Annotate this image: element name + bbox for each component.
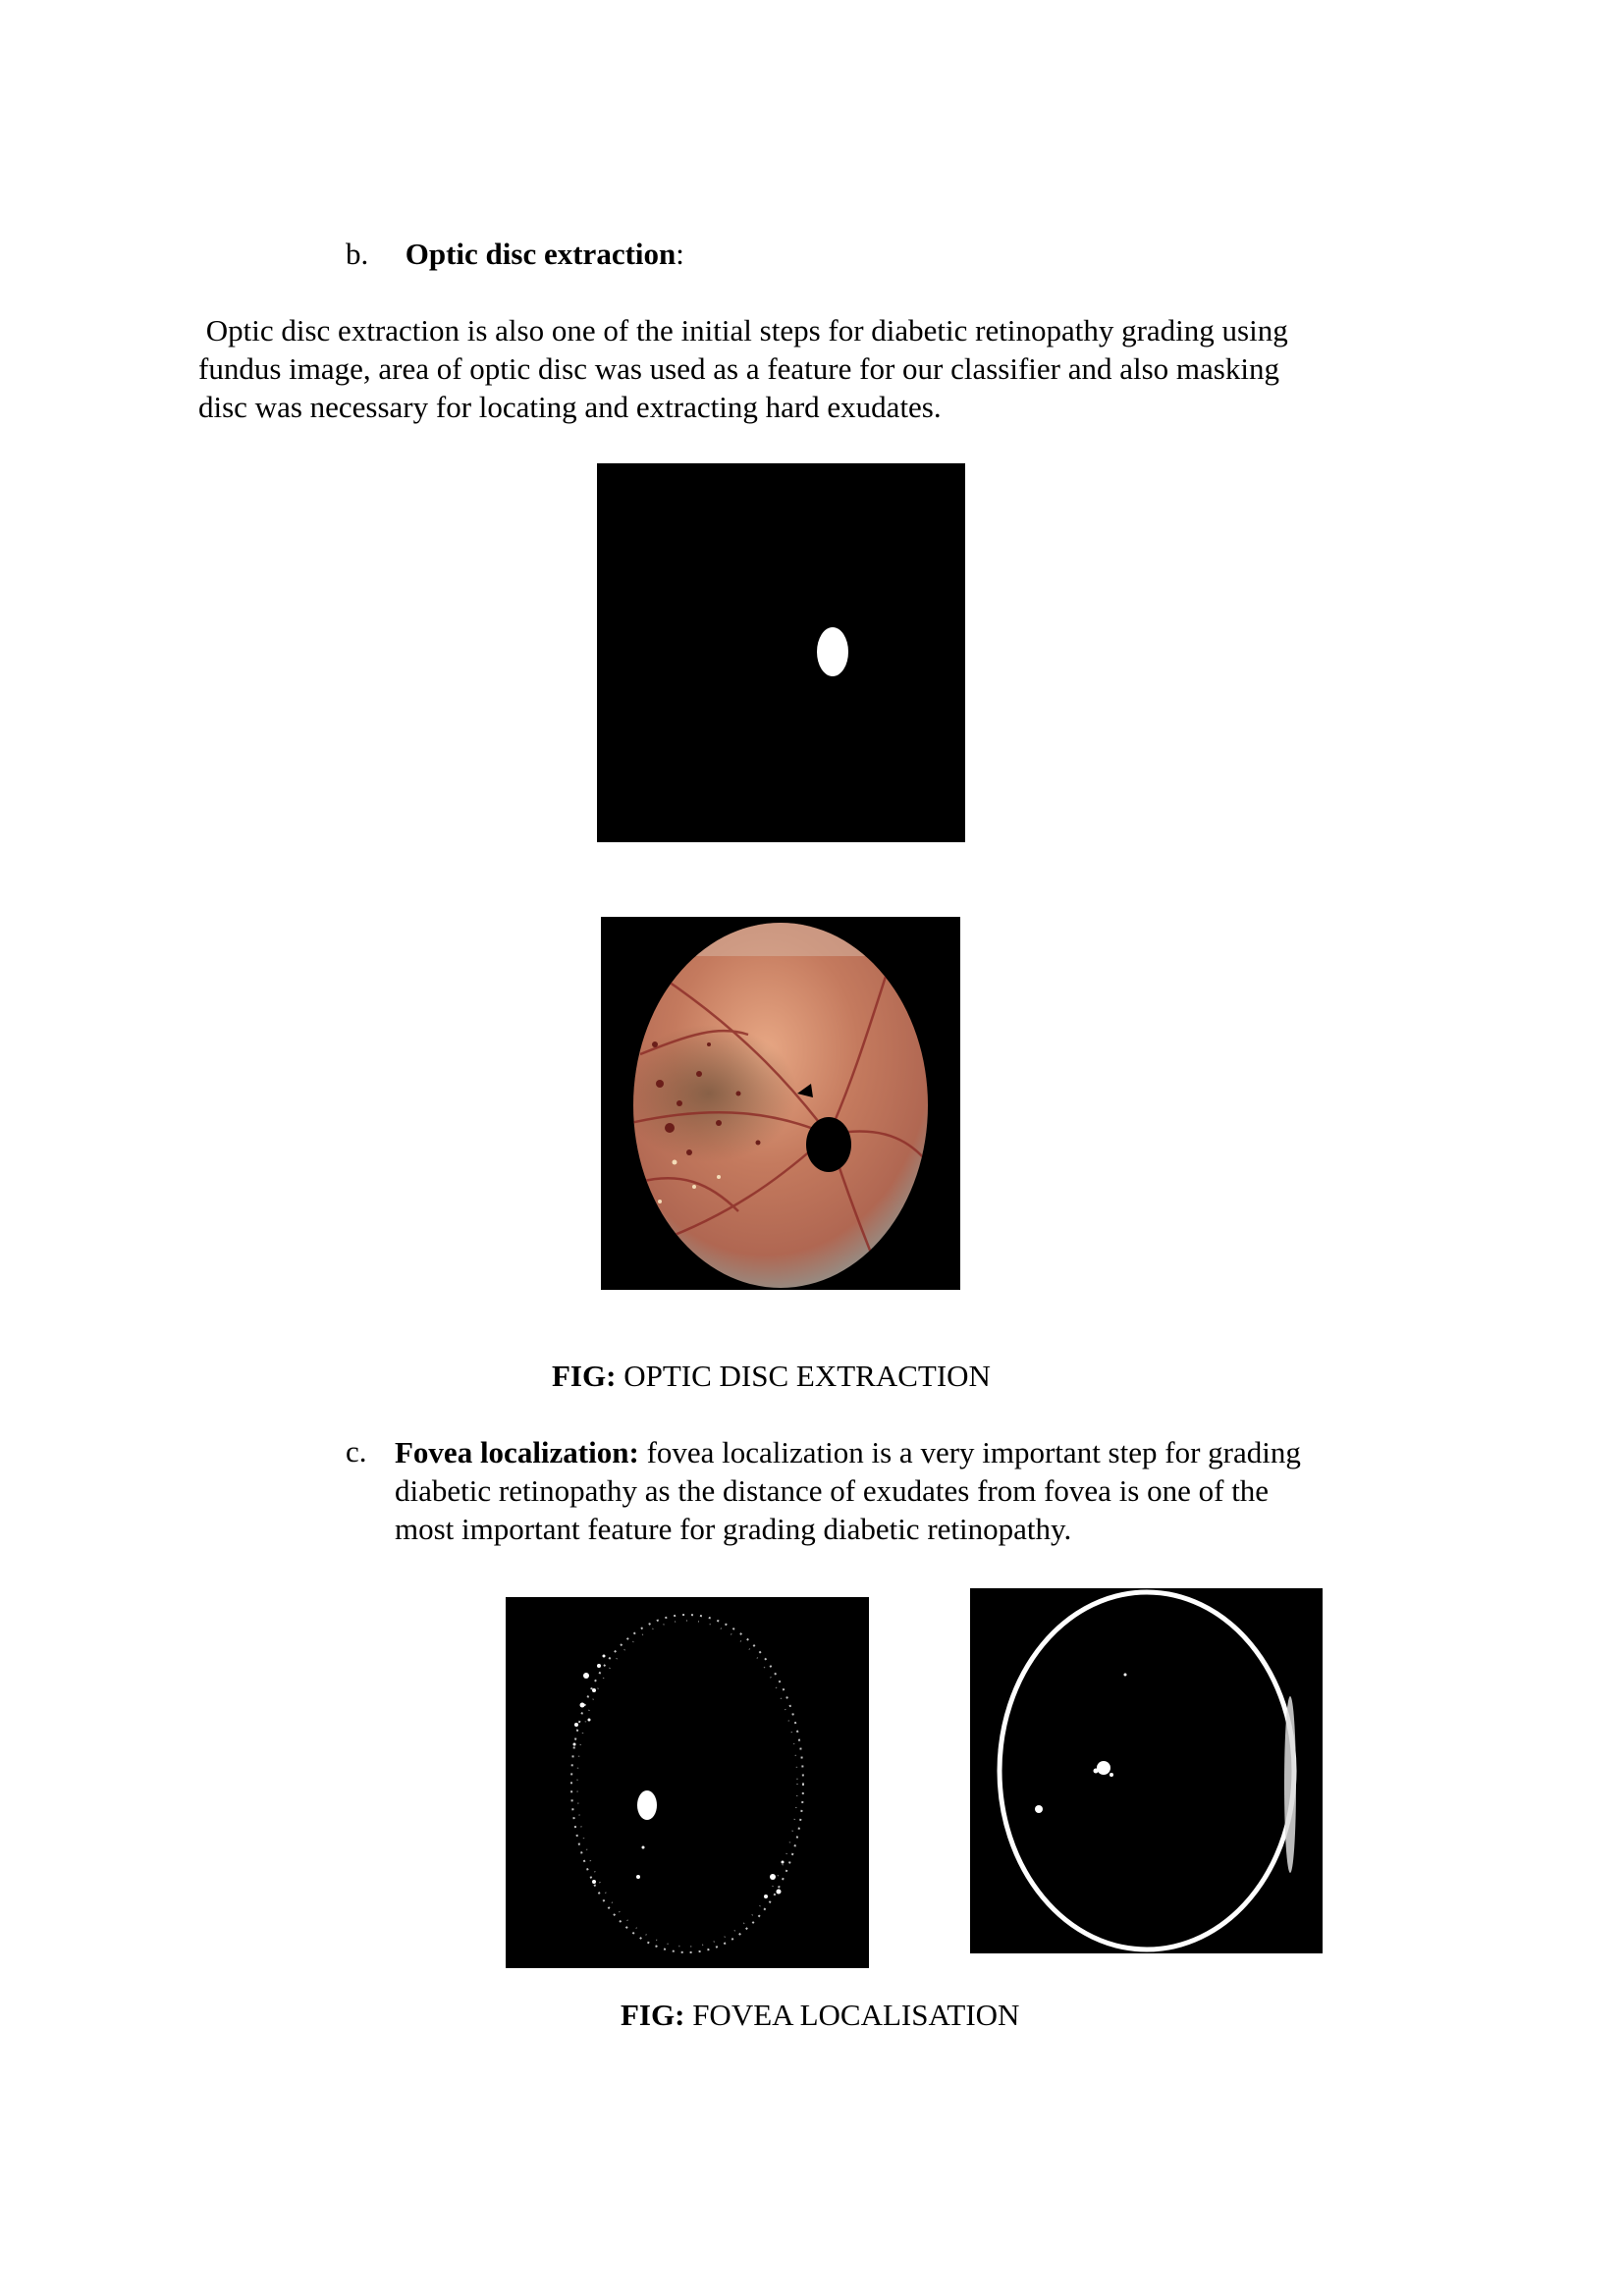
section-b-marker: b.	[346, 237, 369, 271]
section-c-paragraph	[395, 1433, 1435, 1548]
section-b-title: Optic disc extraction	[405, 237, 677, 271]
fundus-masked-image	[601, 917, 960, 1290]
section-c-title: Fovea localization:	[395, 1435, 639, 1469]
paragraph-line: Optic disc extraction is also one of the initial steps for diabetic retinopathy grading using	[198, 313, 1288, 347]
figure2-caption-label: FIG:	[621, 1998, 685, 2032]
figure1-caption	[552, 1358, 991, 1395]
figure2-caption-text: FOVEA LOCALISATION	[684, 1998, 1020, 2032]
fovea-candidate-image	[506, 1597, 869, 1968]
figure1-caption-text: OPTIC DISC EXTRACTION	[616, 1359, 991, 1393]
paragraph-line: fovea localization is a very important step for grading	[638, 1435, 1301, 1469]
section-c-marker: c.	[346, 1434, 367, 1468]
section-b-heading	[346, 236, 684, 273]
paragraph-line: most important feature for grading diabetic retinopathy.	[395, 1512, 1072, 1546]
fovea-localisation-image	[970, 1588, 1323, 1953]
paragraph-line: fundus image, area of optic disc was used as a feature for our classifier and also masking	[198, 351, 1279, 386]
figure1-caption-label: FIG:	[552, 1359, 617, 1393]
paragraph-line: disc was necessary for locating and extracting hard exudates.	[198, 390, 942, 424]
optic-disc-mask-image	[597, 463, 965, 842]
figure2-caption	[621, 1997, 1019, 2034]
paragraph-line: diabetic retinopathy as the distance of exudates from fovea is one of the	[395, 1473, 1270, 1508]
section-b-paragraph	[198, 311, 1435, 426]
section-b-title-suffix: :	[676, 237, 684, 271]
